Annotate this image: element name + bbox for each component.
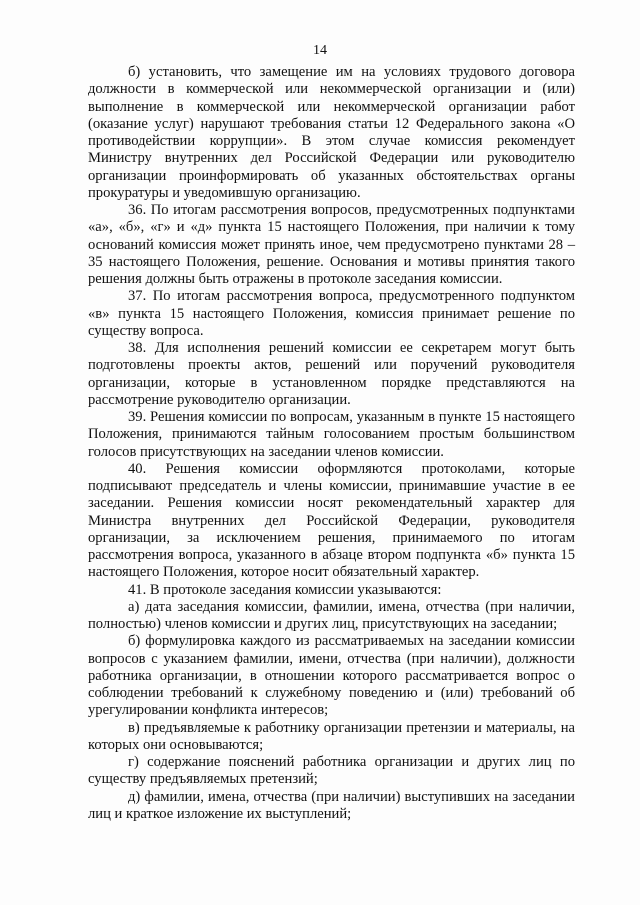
paragraph-39: 39. Решения комиссии по вопросам, указанным в пункте 15 настоящего Положения, принимаются тайным голосованием простым большинством голосов присутствующих на заседании членов комиссии. [88, 409, 575, 460]
paragraph-41b: б) формулировка каждого из рассматриваемых на заседании комиссии вопросов с указанием фамилии, имени, отчества (при наличии), должности работника организации, в отношении которого рассматривается вопрос о соблюдении требований к служебному поведению и (или) требований об урегулировании конфликта интересов; [88, 633, 575, 719]
paragraph-41d: д) фамилии, имена, отчества (при наличии) выступивших на заседании лиц и краткое изложение их выступлений; [88, 788, 575, 822]
document-body [88, 64, 575, 823]
paragraph-41a: а) дата заседания комиссии, фамилии, имена, отчества (при наличии, полностью) членов комиссии и других лиц, присутствующих на заседании; [88, 598, 575, 632]
paragraph-41v: в) предъявляемые к работнику организации претензии и материалы, на которых они основываются; [88, 719, 575, 753]
paragraph-40: 40. Решения комиссии оформляются протоколами, которые подписывают председатель и члены комиссии, принимавшие участие в ее заседании. Решения комиссии носят рекомендательный характер для Министра внутренних дел Российской Федерации, руководителя организации, за исключением решения, принимаемого по итогам рассмотрения вопроса, указанного в абзаце втором подпункта «б» пункта 15 настоящего Положения, которое носит обязательный характер. [88, 460, 575, 581]
paragraph-37: 37. По итогам рассмотрения вопроса, предусмотренного подпунктом «в» пункта 15 настоящего Положения, комиссия принимает решение по существу вопроса. [88, 288, 575, 339]
page-number: 14 [313, 43, 327, 58]
paragraph-38: 38. Для исполнения решений комиссии ее секретарем могут быть подготовлены проекты актов, решений или поручений руководителя организации, которые в установленном порядке представляются на рассмотрение руководителю организации. [88, 340, 575, 408]
paragraph-35b: б) установить, что замещение им на условиях трудового договора должности в коммерческой или некоммерческой организации и (или) выполнение в коммерческой или некоммерческой организации работ (оказание услуг) нарушают требования статьи 12 Федерального закона «О противодействии коррупции». В этом случае комиссия рекомендует Министру внутренних дел Российской Федерации или руководителю организации проинформировать об указанных обстоятельствах органы прокуратуры и уведомившую организацию. [88, 64, 575, 201]
paragraph-41: 41. В протоколе заседания комиссии указываются: [128, 581, 442, 598]
paragraph-41g: г) содержание пояснений работника организации и других лиц по существу предъявляемых претензий; [88, 754, 575, 788]
paragraph-36: 36. По итогам рассмотрения вопросов, предусмотренных подпунктами «а», «б», «г» и «д» пункта 15 настоящего Положения, при наличии к тому оснований комиссия может принять иное, чем предусмотрено пунктами 28 – 35 настоящего Положения, решение. Основания и мотивы принятия такого решения должны быть отражены в протоколе заседания комиссии. [88, 202, 575, 287]
